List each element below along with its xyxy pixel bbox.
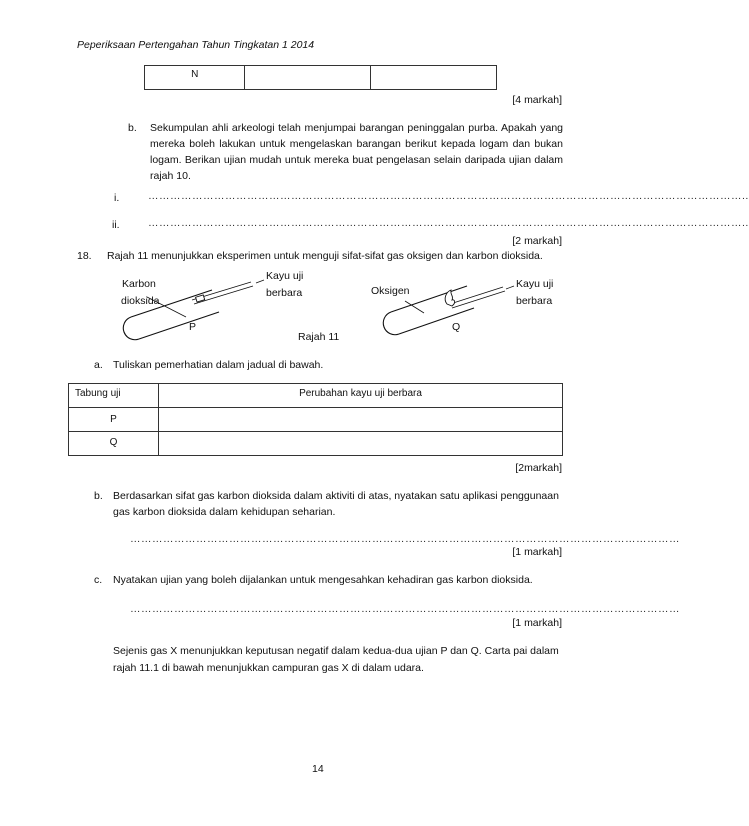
q17b-ii-answer-line[interactable]: ……………………………………………………………………………………………………………………………………………….. [148,217,749,229]
q18c-text: Nyatakan ujian yang boleh dijalankan untuk mengesahkan kehadiran gas karbon dioksida. [113,574,533,586]
q17b-label: b. [128,122,137,134]
table-row-label-p: P [69,408,159,432]
table-row [69,408,563,432]
table-header-perubahan: Perubahan kayu uji berbara [159,384,563,408]
q17b-i-answer-line[interactable]: ……………………………………………………………………………………………………………………………………………….. [148,190,749,202]
observation-table [68,383,563,456]
q17b-text: Sekumpulan ahli arkeologi telah menjumpai barangan peninggalan purba. Apakah yang mereka boleh lakukan untuk mengelaskan barangan berikut kepada logam dan bukan logam. Berikan ujian mudah untuk mereka buat pengelasan selain daripada ujian dalam rajah 10. [150,122,563,182]
pointer-oksigen [405,301,424,313]
marks-1a: [1 markah] [512,546,562,558]
q18a-label: a. [94,359,103,371]
test-tube-q [383,286,474,335]
test-tube-p [123,290,219,340]
fig-karbon-label: Karbon [122,278,156,290]
page-number: 14 [312,763,324,775]
q17b-i-label: i. [114,192,120,204]
q18d-text: Sejenis gas X menunjukkan keputusan negatif dalam kedua-dua ujian P dan Q. Carta pai dalam rajah 11.1 di bawah menunjukkan campuran gas X di dalam udara. [113,645,559,674]
q18-number: 18. [77,250,92,262]
q18b-label: b. [94,490,103,502]
pointer-kayu-uji-2 [506,286,514,289]
fig-berbara-label-2: berbara [516,295,553,307]
fig-caption: Rajah 11 [298,331,340,343]
fig-kayu-uji-label: Kayu uji [266,270,304,282]
fig-label-p: P [189,321,197,333]
fig-label-q: Q [452,321,461,333]
q18c-label: c. [94,574,103,586]
q18-intro: Rajah 11 menunjukkan eksperimen untuk menguji sifat-sifat gas oksigen dan karbon dioksida. [107,250,543,262]
q18a-text: Tuliskan pemerhatian dalam jadual di bawah. [113,359,324,371]
pointer-kayu-uji [256,280,264,283]
top-table-row-label: N [145,66,245,90]
marks-2b: [2markah] [515,462,562,474]
marks-4: [4 markah] [512,94,562,106]
page-header: Peperiksaan Pertengahan Tahun Tingkatan 1 2014 [77,39,315,51]
table-answer-p[interactable] [159,408,563,432]
table-header-tabung: Tabung uji [69,384,159,408]
pointer-karbon [147,297,186,317]
q18b-text: Berdasarkan sifat gas karbon dioksida dalam aktiviti di atas, nyatakan satu aplikasi penggunaan gas karbon dioksida dalam kehidupan seharian. [113,490,559,518]
q18b-answer-line[interactable]: …………………………………………………………………………………………………………………………………… [130,533,680,545]
fig-oksigen-label: Oksigen [371,285,410,297]
fig-kayu-uji-label-2: Kayu uji [516,278,554,290]
fig-dioksida-label: dioksida [121,295,160,307]
q18c-answer-line[interactable]: …………………………………………………………………………………………………………………………………… [130,603,680,615]
marks-2: [2 markah] [512,235,562,247]
table-row-label-q: Q [69,432,159,456]
table-answer-q[interactable] [159,432,563,456]
q17b-ii-label: ii. [112,219,120,231]
marks-1b: [1 markah] [512,617,562,629]
table-row [69,432,563,456]
fig-berbara-label: berbara [266,287,303,299]
splint-p [192,282,253,304]
